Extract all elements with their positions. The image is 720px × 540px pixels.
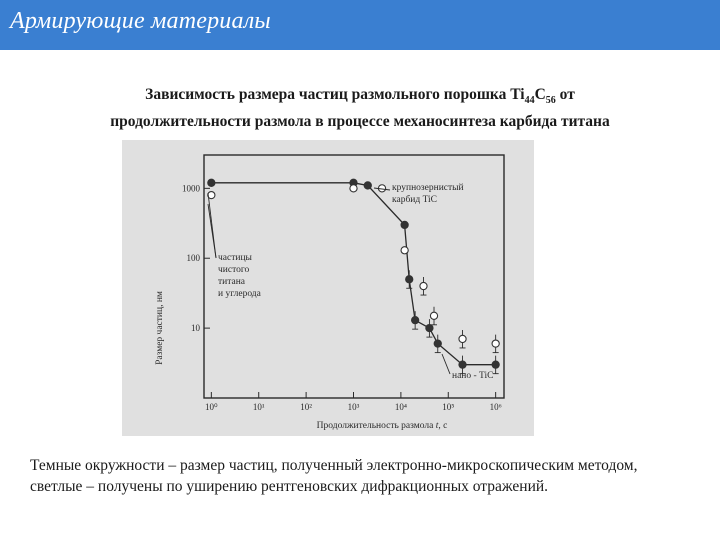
light-point-4 [420,282,427,289]
y-tick-label-1: 100 [186,253,200,264]
figure-heading-line2: продолжительности размола в процессе механосинтеза карбида титана [110,113,610,131]
dark-point-6 [426,325,433,332]
title-bar [0,0,720,50]
x-tick-label-4: 10⁴ [394,402,407,412]
light-point-6 [459,335,466,342]
figure-heading [0,84,720,132]
annotation-upper-1: крупнозернистый [392,183,464,193]
annotation-upper-2: карбид TiC [392,195,438,205]
x-axis-label-var: t [435,421,439,431]
x-tick-label-6: 10⁶ [489,402,502,412]
heading-suffix: от [555,86,575,103]
x-axis-label [317,421,448,431]
x-axis-label-text: Продолжительность размола [316,421,434,431]
slide-title: Армирующие материалы [10,8,271,34]
x-tick-label-2: 10² [300,402,312,412]
dark-point-0 [208,179,215,186]
dark-point-9 [492,361,499,368]
light-point-3 [401,247,408,254]
heading-prefix: Зависимость размера частиц размольного порошка Ti [145,86,525,103]
y-axis-label: Размер частиц, нм [155,291,165,365]
x-tick-label-0: 10⁰ [205,402,218,412]
dark-point-4 [406,276,413,283]
x-tick-label-5: 10⁵ [442,402,455,412]
annotation-left-2: чистого [218,265,250,275]
x-tick-label-3: 10³ [347,402,360,412]
heading-sub2: 56 [545,95,556,107]
x-tick-label-1: 10¹ [252,402,265,412]
dark-point-8 [459,361,466,368]
annotation-lower: нано - TiC [452,371,494,381]
light-point-7 [492,340,499,347]
heading-sub1: 44 [524,95,535,107]
heading-mid: C [534,86,546,103]
dark-point-5 [412,317,419,324]
light-point-1 [350,185,357,192]
light-point-5 [430,312,437,319]
figure-caption: Темные окружности – размер частиц, полученный электронно-микроскопическим методом, светлые – получены по уширению рентгеновских дифракционных отражений. [30,457,638,495]
x-axis-label-unit: , с [438,421,448,431]
figure-heading-line1 [0,84,720,111]
dark-point-7 [434,340,441,347]
annotation-left-4: и углерода [218,289,261,299]
particle-size-chart [122,140,534,436]
dark-point-2 [364,182,371,189]
y-tick-label-2: 10 [191,323,200,334]
y-tick-label-0: 1000 [182,183,200,194]
annotation-left-1: частицы [218,253,252,263]
dark-point-3 [401,221,408,228]
annotation-left-3: титана [218,277,246,287]
